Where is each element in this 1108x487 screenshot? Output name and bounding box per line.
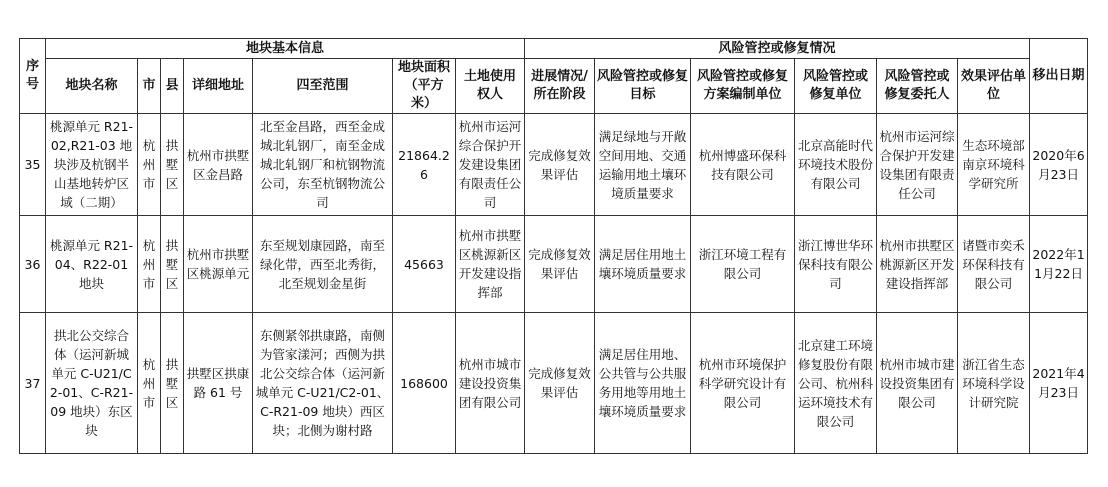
cell-address: 拱墅区拱康路 61 号	[184, 313, 253, 454]
cell-eval-unit: 浙江省生态环境科学设计研究院	[958, 313, 1030, 454]
cell-area: 21864.26	[393, 114, 456, 216]
cell-city: 杭州市	[138, 313, 161, 454]
header-removal-date: 移出日期	[1030, 39, 1088, 114]
cell-boundary: 东至规划康园路，南至绿化带，西至北秀街，北至规划金星街	[253, 216, 393, 313]
cell-name: 拱北公交综合体（运河新城单元 C-U21/C2-01、C-R21-09 地块）东区块	[46, 313, 138, 454]
cell-city: 杭州市	[138, 216, 161, 313]
header-plan-unit: 风险管控或修复方案编制单位	[691, 59, 795, 114]
cell-seq: 37	[20, 313, 46, 454]
cell-plan-unit: 杭州市环境保护科学研究设计有限公司	[691, 313, 795, 454]
header-name: 地块名称	[46, 59, 138, 114]
cell-county: 拱墅区	[161, 114, 184, 216]
cell-stage: 完成修复效果评估	[525, 216, 595, 313]
cell-client: 杭州市运河综合保护开发建设集团有限责任公司	[877, 114, 958, 216]
cell-removal-date: 2022年11月22日	[1030, 216, 1088, 313]
cell-target: 满足居住用地土壤环境质量要求	[595, 216, 691, 313]
table-row	[20, 114, 1088, 216]
header-address: 详细地址	[184, 59, 253, 114]
cell-owner: 杭州市运河综合保护开发建设集团有限责任公司	[456, 114, 525, 216]
header-county: 县	[161, 59, 184, 114]
table-row	[20, 313, 1088, 454]
cell-seq: 36	[20, 216, 46, 313]
header-group-basic: 地块基本信息	[46, 39, 525, 59]
header-group-risk: 风险管控或修复情况	[525, 39, 1030, 59]
cell-boundary: 东侧紧邻拱康路，南侧为管家漾河；西侧为拱北公交综合体（运河新城单元 C-U21/C2-01、C-R21-09 地块）西区块；北侧为谢村路	[253, 313, 393, 454]
cell-target: 满足居住用地、公共管与公共服务用地等用地土壤环境质量要求	[595, 313, 691, 454]
header-stage: 进展情况/所在阶段	[525, 59, 595, 114]
cell-name: 桃源单元 R21-02,R21-03 地块涉及杭钢半山基地转炉区域（二期）	[46, 114, 138, 216]
land-plot-table	[19, 38, 1088, 454]
cell-plan-unit: 浙江环境工程有限公司	[691, 216, 795, 313]
cell-removal-date: 2020年6月23日	[1030, 114, 1088, 216]
table-row	[20, 216, 1088, 313]
header-area: 地块面积（平方米）	[393, 59, 456, 114]
cell-owner: 杭州市城市建设投资集团有限公司	[456, 313, 525, 454]
cell-stage: 完成修复效果评估	[525, 313, 595, 454]
header-row	[20, 59, 1088, 114]
cell-eval-unit: 诸暨市奕禾环保科技有限公司	[958, 216, 1030, 313]
cell-area: 168600	[393, 313, 456, 454]
cell-boundary: 北至金昌路，西至金成城北轧钢厂，南至金成城北轧钢厂和杭钢物流公司，东至杭钢物流公司	[253, 114, 393, 216]
cell-client: 杭州市拱墅区桃源新区开发建设指挥部	[877, 216, 958, 313]
cell-repair-unit: 北京高能时代环境技术股份有限公司	[795, 114, 877, 216]
cell-removal-date: 2021年4月23日	[1030, 313, 1088, 454]
cell-area: 45663	[393, 216, 456, 313]
cell-client: 杭州市城市建设投资集团有限公司	[877, 313, 958, 454]
cell-repair-unit: 浙江博世华环保科技有限公司	[795, 216, 877, 313]
header-city: 市	[138, 59, 161, 114]
header-repair-unit: 风险管控或修复单位	[795, 59, 877, 114]
cell-county: 拱墅区	[161, 313, 184, 454]
header-client: 风险管控或修复委托人	[877, 59, 958, 114]
header-group-row	[20, 39, 1088, 59]
cell-plan-unit: 杭州博盛环保科技有限公司	[691, 114, 795, 216]
cell-address: 杭州市拱墅区桃源单元	[184, 216, 253, 313]
cell-name: 桃源单元 R21-04、R22-01 地块	[46, 216, 138, 313]
header-eval-unit: 效果评估单位	[958, 59, 1030, 114]
cell-city: 杭州市	[138, 114, 161, 216]
cell-eval-unit: 生态环境部南京环境科学研究所	[958, 114, 1030, 216]
cell-stage: 完成修复效果评估	[525, 114, 595, 216]
cell-county: 拱墅区	[161, 216, 184, 313]
cell-address: 杭州市拱墅区金昌路	[184, 114, 253, 216]
cell-seq: 35	[20, 114, 46, 216]
header-target: 风险管控或修复目标	[595, 59, 691, 114]
header-boundary: 四至范围	[253, 59, 393, 114]
header-owner: 土地使用权人	[456, 59, 525, 114]
cell-target: 满足绿地与开敞空间用地、交通运输用地土壤环境质量要求	[595, 114, 691, 216]
cell-owner: 杭州市拱墅区桃源新区开发建设指挥部	[456, 216, 525, 313]
cell-repair-unit: 北京建工环境修复股份有限公司、杭州科运环境技术有限公司	[795, 313, 877, 454]
header-seq: 序号	[20, 39, 46, 114]
